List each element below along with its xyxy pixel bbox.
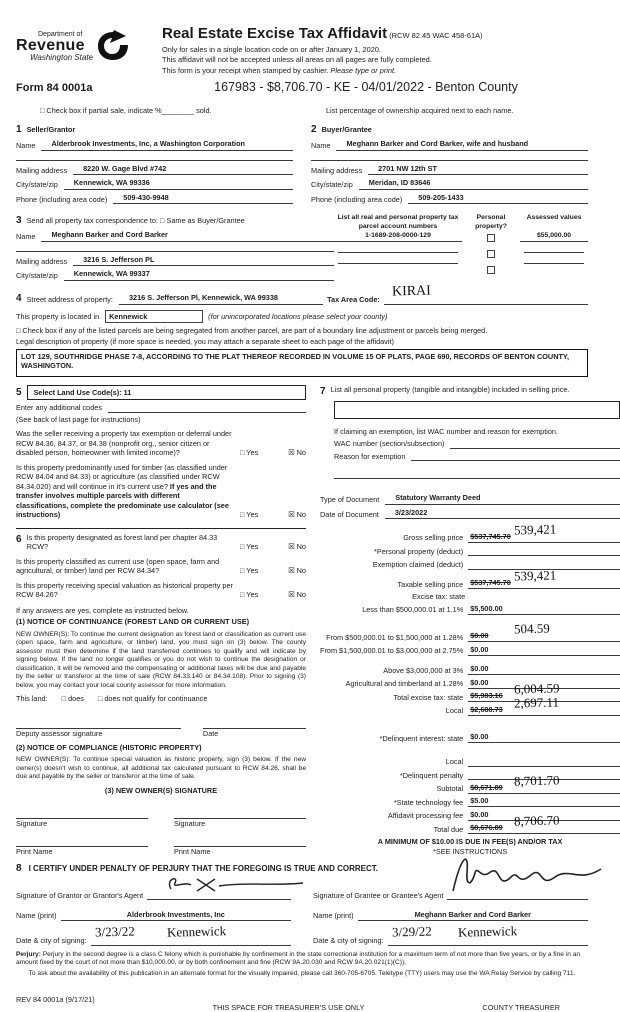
section6-q1-no-checkbox[interactable]: ☒ No (288, 542, 306, 552)
section3-title: Send all property tax correspondence to: (26, 216, 158, 226)
total-due-handwritten-value: 8,706.70 (514, 812, 560, 829)
tier1-label: Less than $500,000.01 at 1.1% (362, 605, 464, 615)
grantor-name-print-field[interactable]: Alderbrook Investments, Inc (61, 910, 291, 920)
owner-signature-label: Signature (16, 819, 48, 829)
excise-tax-state-label: Excise tax: state (412, 591, 466, 601)
section6-q3-no-checkbox[interactable]: ☒ No (288, 590, 306, 600)
section5-q2-no-checkbox[interactable]: ☒ No (288, 510, 306, 520)
gross-selling-price-field[interactable] (468, 521, 620, 543)
grantee-date-city-label: Date & city of signing: (313, 936, 384, 946)
corr-name-label: Name (16, 232, 36, 242)
taxable-selling-price-label: Taxable selling price (397, 579, 464, 589)
dor-logo (16, 24, 144, 75)
delinquent-penalty-label: *Delinquent penalty (399, 770, 464, 780)
tier1-field[interactable]: $5,500.00 (468, 604, 620, 615)
legal-description-box[interactable]: LOT 129, SOUTHRIDGE PHASE 7-8, ACCORDING TO THE PLAT THEREOF RECORDED IN VOLUME 15 OF PLATS, PAGE 690, RECORDS OF BENTON COUNTY, WASHINGTON. (16, 349, 588, 377)
deputy-assessor-signature-label: Deputy assessor signature (16, 729, 103, 739)
located-in-label: This property is located in (16, 311, 100, 321)
ownership-note: List percentage of ownership acquired next to each name. (326, 105, 514, 115)
grantor-signature-field[interactable] (147, 885, 291, 900)
section-divider (16, 528, 306, 529)
additional-codes-label: Enter any additional codes (16, 403, 102, 413)
section6-q1-yes-checkbox[interactable]: □ Yes (240, 542, 259, 552)
personal-property-list-box[interactable] (334, 401, 620, 419)
reason-exemption-label: Reason for exemption (334, 451, 406, 461)
total-state-handwritten-value: 6,004.59 (514, 680, 560, 697)
section5-q2-text: Is this property predominantly used for timber (as classified under RCW 84.04 and 84.33) or agriculture (as classified under RCW 84.34.020) and will continue in it's current use? (16, 462, 228, 491)
tier4-label: Above $3,000,000 at 3% (383, 665, 464, 675)
section2-number: 2 (311, 124, 317, 136)
corr-mailing-label: Mailing address (16, 256, 68, 266)
form-title: Real Estate Excise Tax Affidavit (162, 25, 388, 42)
section6-number: 6 (16, 533, 22, 545)
property-section (16, 282, 588, 377)
located-in-field[interactable]: Kennewick (105, 310, 203, 323)
exemption-claimed-label: Exemption claimed (deduct) (372, 560, 464, 570)
section1-number: 1 (16, 124, 22, 136)
if-answers-yes-note: If any answers are yes, complete as instructed below. (16, 605, 189, 615)
section7-number: 7 (320, 385, 326, 397)
tier2-label: From $500,000.01 to $1,500,000 at 1.28% (326, 632, 464, 642)
buyer-mailing-label: Mailing address (311, 165, 363, 175)
buyer-phone-field[interactable]: 509-205-1433 (408, 193, 588, 204)
parcel-blank-line[interactable] (338, 242, 458, 253)
state-technology-fee-field[interactable]: $5.00 (468, 796, 620, 807)
owner-print-name-label: Print Name (174, 846, 211, 856)
section5-q1-text: Was the seller receiving a property tax exemption or deferral under RCW 84.36, 84.37, or 84.38 (nonprofit org., senior citizen or disabled person, homeowner with limited income)? (16, 429, 232, 458)
segregated-checkbox-line[interactable]: □ Check box if any of the listed parcels are being segregated from another parcel, are part of a boundary line adjustment or parcels being merged. (16, 325, 488, 335)
perjury-bold: Perjury: (16, 950, 41, 958)
type-of-document-label: Type of Document (320, 495, 380, 505)
local-printed-value: $2,688.73 (470, 704, 503, 714)
taxable-printed-value: $537,745.70 (470, 578, 511, 588)
tier2-field[interactable] (468, 620, 620, 642)
form-number: Form 84 0001a (16, 82, 93, 95)
section5-header (16, 385, 306, 400)
owner-signature-line[interactable] (16, 809, 148, 819)
local2-label: Local (445, 757, 464, 767)
type-of-document-field[interactable]: Statutory Warranty Deed (385, 493, 620, 504)
assessed-blank-line[interactable] (524, 242, 584, 253)
local2-field[interactable] (468, 756, 620, 767)
notice-continuance-title: (1) NOTICE OF CONTINUANCE (FOREST LAND OR CURRENT USE) (16, 617, 250, 627)
seller-grantor-section (16, 123, 293, 204)
deputy-assessor-date-line[interactable] (203, 719, 306, 729)
see-instructions-note: *SEE INSTRUCTIONS (433, 846, 508, 856)
does-checkbox[interactable]: □ does (61, 693, 84, 703)
local-tax-label: Local (445, 706, 464, 716)
parcel-blank-line[interactable] (338, 253, 458, 264)
subtotal-label: Subtotal (436, 784, 464, 794)
corr-mailing-field[interactable]: 3216 S. Jefferson PL (73, 255, 334, 266)
buyer-phone-label: Phone (including area code) (311, 194, 403, 204)
total-due-printed-value: $8,676.89 (470, 823, 503, 833)
buyer-grantee-section (311, 123, 588, 204)
seller-city-label: City/state/zip (16, 180, 58, 190)
state-technology-fee-label: *State technology fee (393, 797, 464, 807)
section5-q1-no-checkbox[interactable]: ☒ No (288, 448, 306, 458)
subtotal-handwritten-value: 8,701.70 (514, 772, 560, 789)
seller-name-label: Name (16, 141, 36, 151)
tier3-field[interactable]: $0.00 (468, 645, 620, 656)
header-sub3-italic: Please type or print. (330, 65, 397, 75)
gross-printed-value: $537,745.70 (470, 531, 511, 541)
this-land-label: This land: (16, 693, 48, 703)
tax-area-code-field[interactable] (384, 282, 588, 305)
parcel-number-field[interactable]: 1-1689-208-0000-129 (334, 232, 462, 242)
form-header (16, 24, 588, 75)
buyer-name-field[interactable]: Meghann Barker and Cord Barker, wife and husband (336, 139, 588, 150)
taxable-handwritten-value: 539,421 (514, 567, 557, 584)
section5-number: 5 (16, 387, 22, 399)
same-as-buyer-checkbox[interactable]: □ Same as Buyer/Grantee (160, 216, 245, 226)
subtotal-field[interactable] (468, 772, 620, 794)
section5-q1-yes-checkbox[interactable]: □ Yes (240, 448, 259, 458)
delinquent-interest-field[interactable]: $0.00 (468, 732, 620, 743)
buyer-blank-line[interactable] (311, 151, 588, 161)
taxable-selling-price-field[interactable] (468, 567, 620, 589)
buyer-name-label: Name (311, 141, 331, 151)
total-state-printed-value: $5,983.16 (470, 691, 503, 701)
parcel-column-header: List all real and personal property tax parcel account numbers (337, 214, 459, 230)
land-use-code-field[interactable]: Select Land Use Code(s): 11 (27, 385, 306, 400)
rev-number: REV 84 0001a (9/17/21) (16, 994, 95, 1004)
buyer-mailing-field[interactable]: 2701 NW 12th ST (368, 164, 588, 175)
grantee-signature-ink (447, 839, 607, 899)
section1-title: Seller/Grantor (26, 125, 76, 135)
street-address-label: Street address of property: (26, 295, 113, 305)
date-of-document-field[interactable]: 3/23/2022 (385, 508, 620, 519)
tax-area-code-handwritten: KIRAI (391, 282, 431, 300)
section2-title: Buyer/Grantee (321, 125, 372, 135)
total-due-label: Total due (433, 824, 464, 834)
seller-name-field[interactable]: Alderbrook Investments, Inc, a Washington Corporation (41, 139, 293, 150)
section7-title: List all personal property (tangible and intangible) included in selling price. (330, 384, 570, 394)
notice-compliance-body: NEW OWNER(S): To continue special valuation as historic property, sign (3) below. If the new owner(s) doesn't wish to continue, all additional tax calculated pursuant to RCW 84.26, shall be due and payable by the seller or transferor at the time of sale. (16, 756, 306, 781)
affidavit-processing-fee-field[interactable]: $0.00 (468, 810, 620, 821)
gross-handwritten-value: 539,421 (514, 521, 557, 538)
alternate-format-text: To ask about the availability of this publication in an alternate format for the visually impaired, please call 360-705-6705. Teletype (TTY) users may use the WA Relay Service by calling 711. (28, 969, 576, 977)
section3-number: 3 (16, 215, 22, 227)
perjury-text: Perjury in the second degree is a class C felony which is punishable by confinement in the state correctional institution for a maximum term of not more than five years, or by a fine in an amount fixed by the court of not more than $10,000.00, or by both confinement and fine (RCW 9A.20.030 and RCW 9A.20.021(1)(C)). (16, 950, 581, 967)
gross-selling-price-label: Gross selling price (403, 533, 464, 543)
agricultural-field[interactable]: $0.00 (468, 678, 620, 689)
additional-codes-field[interactable] (108, 411, 306, 413)
seller-phone-label: Phone (including area code) (16, 194, 108, 204)
corr-city-label: City/state/zip (16, 271, 58, 281)
total-excise-state-label: Total excise tax: state (393, 692, 464, 702)
tax-area-code-label: Tax Area Code: (327, 295, 380, 305)
minimum-due-note: A MINIMUM OF $10.00 IS DUE IN FEE(S) AND/OR TAX (377, 837, 563, 847)
grantee-date-handwritten: 3/29/22 (391, 923, 432, 940)
dept-line1: Department of (38, 31, 83, 38)
grantee-name-print-label: Name (print) (313, 911, 354, 921)
buyer-city-label: City/state/zip (311, 180, 353, 190)
wac-number-field[interactable] (450, 447, 620, 449)
certification-section (16, 862, 588, 945)
new-owners-signature-title: (3) NEW OWNER(S) SIGNATURE (104, 785, 218, 795)
corr-city-field[interactable]: Kennewick, WA 99337 (64, 269, 334, 280)
grantor-date-city-label: Date & city of signing: (16, 936, 87, 946)
tier2-printed-value: $0.00 (470, 631, 489, 641)
grantor-date-city-field[interactable] (91, 923, 291, 946)
located-in-note: (for unincorporated locations please select your county) (208, 311, 388, 321)
grantor-signature-ink (157, 871, 307, 897)
grantee-signature-field[interactable] (447, 885, 588, 900)
section6-q1-text: Is this property designated as forest land per chapter 84.33 RCW? (26, 532, 218, 552)
grantee-city-handwritten: Kennewick (457, 923, 517, 940)
section6-q2-no-checkbox[interactable]: ☒ No (288, 566, 306, 576)
owner-signature-label: Signature (174, 819, 206, 829)
owner-print-name-line[interactable] (174, 837, 306, 847)
owner-print-name-label: Print Name (16, 846, 53, 856)
section6-q2-text: Is this property classified as current use (open space, farm and agricultural, or timber) land per RCW 84.34? (16, 556, 220, 576)
legal-description-label: Legal description of property (if more space is needed, you may attach a separate sheet to each page of the affidavit) (16, 337, 394, 347)
delinquent-interest-label: *Delinquent interest: state (379, 733, 464, 743)
grantor-date-handwritten: 3/23/22 (94, 923, 135, 940)
buyer-city-field[interactable]: Meridan, ID 83646 (359, 178, 588, 189)
see-back-note: (See back of last page for instructions) (16, 414, 141, 424)
assessed-blank-line[interactable] (524, 253, 584, 264)
reason-exemption-extra-line[interactable] (334, 469, 620, 479)
corr-name-field[interactable]: Meghann Barker and Cord Barker (41, 230, 334, 241)
header-sub1: Only for sales in a single location code on or after January 1, 2020. (162, 44, 381, 54)
partial-sale-checkbox-line[interactable]: □ Check box if partial sale, indicate %________ sold. (40, 105, 212, 115)
seller-mailing-label: Mailing address (16, 165, 68, 175)
seller-blank-line[interactable] (16, 151, 293, 161)
does-not-checkbox[interactable]: □ does not qualify for continuance (97, 693, 208, 703)
seller-city-field[interactable]: Kennewick, WA 99336 (64, 178, 293, 189)
personal-property-checkbox[interactable] (487, 266, 495, 274)
revenue-swirl-icon (96, 30, 130, 64)
notice-continuance-body: NEW OWNER(S): To continue the current designation as forest land or classification as current use (open space, farm and agriculture, or timber) land, you must sign on (3) below. The county assessor must then determine if the land transferred continues to qualify and will indicate by signing below. If the land no longer qualifies or you do not wish to continue the designation or classification, it will be removed and the compensating or additional taxes will be due and payable by the seller or transferor at the time of sale (RCW 84.33.140 or 84.34.108). Prior to signing (3) below, you may contact your local county assessor for more information. (16, 630, 306, 690)
section4-number: 4 (16, 292, 22, 304)
cashier-stamp-line: 167983 - $8,706.70 - KE - 04/01/2022 - Benton County (214, 80, 518, 95)
treasurer-space-label: THIS SPACE FOR TREASURER'S USE ONLY (212, 1002, 365, 1012)
seller-phone-field[interactable]: 509-430-9948 (113, 193, 293, 204)
deputy-assessor-date-label: Date (202, 729, 219, 739)
grantor-city-handwritten: Kennewick (166, 923, 226, 940)
tier2-handwritten-value: 504.59 (514, 620, 551, 637)
owner-signature-line[interactable] (174, 809, 306, 819)
section5-q2-bold-text: If yes and the transfer involves multiple parcels with different classifications, complete the predominate use calculator (see instructions) (16, 481, 229, 520)
tier3-label: From $1,500,000.01 to $3,000,000 at 2.75% (320, 646, 464, 656)
grantor-signature-label: Signature of Grantor or Grantor's Agent (16, 890, 144, 900)
assessed-values-column-header: Assessed values (526, 214, 582, 222)
dept-line2: Revenue (16, 37, 85, 55)
wac-number-label: WAC number (section/subsection) (334, 439, 445, 449)
agricultural-label: Agricultural and timberland at 1.28% (345, 679, 464, 689)
exemption-note: If claiming an exemption, list WAC number and reason for exemption. (334, 426, 559, 436)
grantee-date-city-field[interactable] (388, 923, 588, 946)
personal-property-checkbox[interactable] (487, 234, 495, 242)
personal-property-column-header: Personal property? (475, 214, 507, 230)
section8-number: 8 (16, 863, 22, 875)
seller-mailing-field[interactable]: 8220 W. Gage Blvd #742 (73, 164, 293, 175)
grantee-name-print-field[interactable]: Meghann Barker and Cord Barker (358, 910, 588, 920)
personal-property-deduct-label: *Personal property (deduct) (373, 546, 464, 556)
local-handwritten-value: 2,697.11 (514, 694, 560, 711)
dept-line3: Washington State (30, 53, 94, 63)
section5-q2-yes-checkbox[interactable]: □ Yes (240, 510, 259, 520)
deputy-assessor-signature-line[interactable] (16, 719, 181, 729)
form-rcw: (RCW 82.45 WAC 458-61A) (389, 31, 483, 40)
personal-property-deduct-field[interactable] (468, 545, 620, 556)
county-treasurer-label: COUNTY TREASURER (482, 1002, 560, 1012)
grantee-signature-label: Signature of Grantee or Grantee's Agent (313, 890, 444, 900)
tier4-field[interactable]: $0.00 (468, 664, 620, 675)
owner-print-name-line[interactable] (16, 837, 148, 847)
grantor-name-print-label: Name (print) (16, 911, 57, 921)
notice-compliance-title: (2) NOTICE OF COMPLIANCE (HISTORIC PROPERTY) (16, 742, 202, 752)
personal-property-checkbox[interactable] (487, 250, 495, 258)
certification-statement: I CERTIFY UNDER PENALTY OF PERJURY THAT THE FOREGOING IS TRUE AND CORRECT. (28, 864, 378, 874)
correspondence-section (16, 214, 588, 280)
affidavit-processing-fee-label: Affidavit processing fee (387, 811, 464, 821)
header-sub2: This affidavit will not be accepted unless all areas on all pages are fully completed. (162, 55, 432, 65)
section6-q2-yes-checkbox[interactable]: □ Yes (240, 566, 259, 576)
street-address-field[interactable]: 3216 S. Jefferson Pl, Kennewick, WA 99338 (119, 293, 323, 304)
assessed-value-field[interactable]: $55,000.00 (520, 232, 588, 242)
corr-blank-line[interactable] (16, 242, 334, 252)
section6-q3-yes-checkbox[interactable]: □ Yes (240, 590, 259, 600)
date-of-document-label: Date of Document (320, 509, 379, 519)
subtotal-printed-value: $8,671.89 (470, 782, 503, 792)
section6-q3-text: Is this property receiving special valuation as historical property per RCW 84.26? (16, 580, 233, 600)
header-sub3: This form is your receipt when stamped by cashier. (162, 65, 329, 75)
reason-exemption-field[interactable] (411, 459, 620, 461)
